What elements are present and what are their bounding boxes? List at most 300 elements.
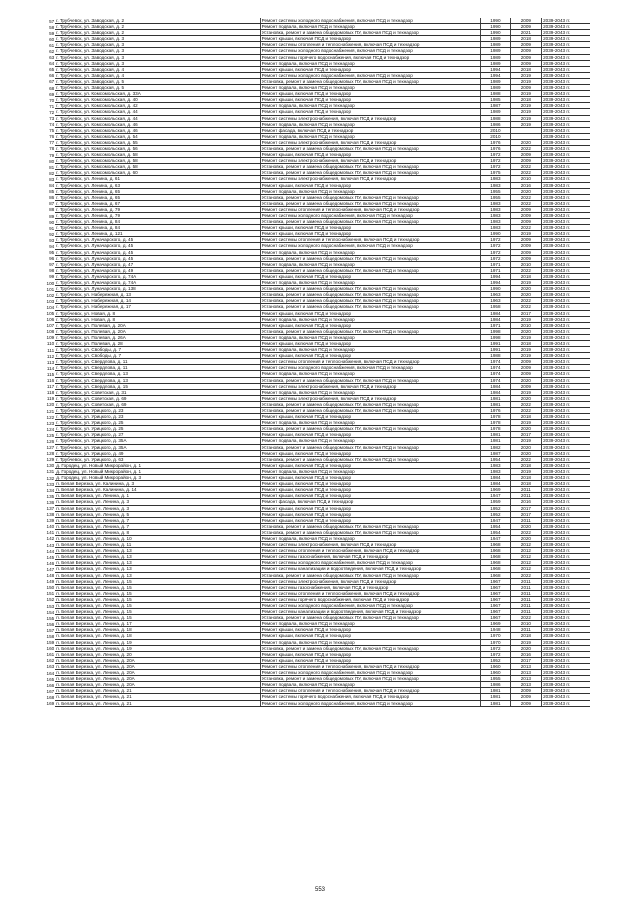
address-cell: п. Белая Березка, ул. Ленина, д. 18 bbox=[55, 627, 260, 633]
commission-year-cell: 1969 bbox=[481, 621, 510, 627]
row-number: 128 bbox=[46, 451, 55, 457]
last-repair-year-cell: 2013 bbox=[510, 682, 542, 688]
row-number: 139 bbox=[46, 518, 55, 524]
planned-period-cell: 2039-2043 гг. bbox=[542, 475, 590, 481]
commission-year-cell: 1954 bbox=[481, 523, 510, 529]
commission-year-cell: 1994 bbox=[481, 72, 510, 78]
row-number: 156 bbox=[46, 621, 55, 627]
address-cell: п. Белая Березка, ул. Ленина, д. 3 bbox=[55, 499, 260, 505]
commission-year-cell: 1981 bbox=[481, 395, 510, 401]
commission-year-cell: 1983 bbox=[481, 206, 510, 212]
commission-year-cell: 1960 bbox=[481, 670, 510, 676]
planned-period-cell: 2039-2043 гг. bbox=[542, 694, 590, 700]
work-type-cell: Ремонт системы отопления и теплоснабжения, включая ПСД и технадзор bbox=[260, 688, 481, 694]
planned-period-cell: 2039-2043 гг. bbox=[542, 511, 590, 517]
row-number: 114 bbox=[46, 365, 55, 371]
work-type-cell: Ремонт системы холодного водоснабжения, включая ПСД и технадзор bbox=[260, 18, 481, 24]
last-repair-year-cell: 2009 bbox=[510, 85, 542, 91]
commission-year-cell: 1989 bbox=[481, 48, 510, 54]
row-number: 131 bbox=[46, 469, 55, 475]
commission-year-cell: 1955 bbox=[481, 188, 510, 194]
planned-period-cell: 2039-2043 гг. bbox=[542, 578, 590, 584]
row-number: 148 bbox=[46, 573, 55, 579]
last-repair-year-cell: 2009 bbox=[510, 158, 542, 164]
row-number: 72 bbox=[49, 109, 55, 115]
planned-period-cell: 2039-2043 гг. bbox=[542, 542, 590, 548]
planned-period-cell: 2039-2043 гг. bbox=[542, 462, 590, 468]
last-repair-year-cell: 2020 bbox=[510, 328, 542, 334]
work-type-cell: Ремонт системы холодного водоснабжения, включая ПСД и технадзор bbox=[260, 603, 481, 609]
work-type-cell: Установка, ремонт и замена общедомовых ПУ, включая ПСД и технадзор bbox=[260, 408, 481, 414]
address-cell: г. Трубчевск, ул. Заводская, д. 4 bbox=[55, 72, 260, 78]
row-number: 145 bbox=[46, 554, 55, 560]
last-repair-year-cell: 2018 bbox=[510, 36, 542, 42]
commission-year-cell: 1989 bbox=[481, 60, 510, 66]
work-type-cell: Ремонт крыши, включая ПСД и технадзор bbox=[260, 511, 481, 517]
address-cell: г. Трубчевск, ул. Комсомольская, д. 54 bbox=[55, 133, 260, 139]
last-repair-year-cell: 2012 bbox=[510, 542, 542, 548]
commission-year-cell: 1984 bbox=[481, 389, 510, 395]
address-cell: д. Городец, ул. Новый Микрорайон, д. 3 bbox=[55, 475, 260, 481]
commission-year-cell: 1998 bbox=[481, 328, 510, 334]
commission-year-cell: 1947 bbox=[481, 535, 510, 541]
row-number: 97 bbox=[49, 262, 55, 268]
planned-period-cell: 2039-2043 гг. bbox=[542, 322, 590, 328]
row-number: 153 bbox=[46, 603, 55, 609]
last-repair-year-cell: 2022 bbox=[510, 194, 542, 200]
row-number: 77 bbox=[49, 140, 55, 146]
work-type-cell: Установка, ремонт и замена общедомовых ПУ, включая ПСД и технадзор bbox=[260, 286, 481, 292]
work-type-cell: Ремонт подвала, включая ПСД и технадзор bbox=[260, 280, 481, 286]
work-type-cell: Ремонт подвала, включая ПСД и технадзор bbox=[260, 103, 481, 109]
last-repair-year-cell: 2018 bbox=[510, 97, 542, 103]
row-number: 81 bbox=[49, 164, 55, 170]
address-cell: г. Трубчевск, ул. Заводская, д. 3 bbox=[55, 48, 260, 54]
last-repair-year-cell: 2020 bbox=[510, 395, 542, 401]
row-number: 62 bbox=[49, 48, 55, 54]
address-cell: г. Трубчевск, ул. Комсомольская, д. 42 bbox=[55, 103, 260, 109]
planned-period-cell: 2039-2043 гг. bbox=[542, 639, 590, 645]
commission-year-cell: 1988 bbox=[481, 91, 510, 97]
row-number: 144 bbox=[46, 548, 55, 554]
work-type-cell: Ремонт крыши, включая ПСД и технадзор bbox=[260, 231, 481, 237]
last-repair-year-cell: 2009 bbox=[510, 249, 542, 255]
work-type-cell: Ремонт крыши, включая ПСД и технадзор bbox=[260, 353, 481, 359]
last-repair-year-cell: 2019 bbox=[510, 280, 542, 286]
address-cell: п. Белая Березка, ул. Ленина, д. 21 bbox=[55, 688, 260, 694]
planned-period-cell: 2039-2043 гг. bbox=[542, 78, 590, 84]
last-repair-year-cell: 2011 bbox=[510, 590, 542, 596]
last-repair-year-cell: 2012 bbox=[510, 566, 542, 572]
planned-period-cell: 2039-2043 гг. bbox=[542, 670, 590, 676]
work-type-cell: Установка, ремонт и замена общедомовых ПУ, включая ПСД и технадзор bbox=[260, 194, 481, 200]
work-type-cell: Ремонт крыши, включая ПСД и технадзор bbox=[260, 322, 481, 328]
address-cell: п. Белая Березка, ул. Ленина, д. 15 bbox=[55, 609, 260, 615]
planned-period-cell: 2039-2043 гг. bbox=[542, 383, 590, 389]
planned-period-cell: 2039-2043 гг. bbox=[542, 280, 590, 286]
last-repair-year-cell: 2022 bbox=[510, 200, 542, 206]
planned-period-cell: 2039-2043 гг. bbox=[542, 164, 590, 170]
planned-period-cell: 2039-2043 гг. bbox=[542, 200, 590, 206]
address-cell: г. Трубчевск, ул. Комсомольская, д. 33А bbox=[55, 91, 260, 97]
commission-year-cell: 1954 bbox=[481, 529, 510, 535]
row-number: 146 bbox=[46, 560, 55, 566]
work-type-cell: Ремонт системы отопления и теплоснабжения, включая ПСД и технадзор bbox=[260, 590, 481, 596]
row-number: 110 bbox=[46, 341, 55, 347]
address-cell: г. Трубчевск, ул. Полевая, д. 20А bbox=[55, 322, 260, 328]
last-repair-year-cell: 2022 bbox=[510, 145, 542, 151]
commission-year-cell: 1983 bbox=[481, 462, 510, 468]
planned-period-cell: 2039-2043 гг. bbox=[542, 377, 590, 383]
address-cell: г. Трубчевск, ул. Набережная, д. 14 bbox=[55, 298, 260, 304]
address-cell: г. Трубчевск, ул. Набережная, д. 17 bbox=[55, 304, 260, 310]
address-cell: п. Белая Березка, ул. Ленина, д. 21 bbox=[55, 694, 260, 700]
last-repair-year-cell: 2022 bbox=[510, 304, 542, 310]
address-cell: г. Трубчевск, ул. Свердлова, д. 13 bbox=[55, 371, 260, 377]
row-number: 130 bbox=[46, 463, 55, 469]
address-cell: г. Трубчевск, ул. Луначарского, д. 47 bbox=[55, 261, 260, 267]
commission-year-cell: 1948 bbox=[481, 627, 510, 633]
planned-period-cell: 2039-2043 гг. bbox=[542, 328, 590, 334]
row-number: 100 bbox=[46, 280, 55, 286]
address-cell: п. Белая Березка, ул. Калинина, д. 14 bbox=[55, 487, 260, 493]
commission-year-cell: 1988 bbox=[481, 115, 510, 121]
last-repair-year-cell: 2009 bbox=[510, 359, 542, 365]
commission-year-cell: 1984 bbox=[481, 316, 510, 322]
work-type-cell: Установка, ремонт и замена общедомовых ПУ, включая ПСД и технадзор bbox=[260, 572, 481, 578]
planned-period-cell: 2039-2043 гг. bbox=[542, 615, 590, 621]
work-type-cell: Ремонт подвала, включая ПСД и технадзор bbox=[260, 468, 481, 474]
planned-period-cell: 2039-2043 гг. bbox=[542, 213, 590, 219]
work-type-cell: Ремонт подвала, включая ПСД и технадзор bbox=[260, 621, 481, 627]
address-cell: г. Трубчевск, ул. Комсомольская, д. 55 bbox=[55, 139, 260, 145]
address-cell: г. Трубчевск, ул. Луначарского, д. 45 bbox=[55, 237, 260, 243]
planned-period-cell: 2039-2043 гг. bbox=[542, 450, 590, 456]
planned-period-cell: 2039-2043 гг. bbox=[542, 371, 590, 377]
work-type-cell: Ремонт крыши, включая ПСД и технадзор bbox=[260, 225, 481, 231]
last-repair-year-cell: 2013 bbox=[510, 670, 542, 676]
last-repair-year-cell: 2009 bbox=[510, 237, 542, 243]
last-repair-year-cell: 2019 bbox=[510, 103, 542, 109]
address-cell: п. Белая Березка, ул. Ленина, д. 19 bbox=[55, 645, 260, 651]
row-number: 89 bbox=[49, 213, 55, 219]
address-cell: г. Трубчевск, ул. Новая, д. 8 bbox=[55, 310, 260, 316]
work-type-cell: Ремонт крыши, включая ПСД и технадзор bbox=[260, 481, 481, 487]
work-type-cell: Ремонт крыши, включая ПСД и технадзор bbox=[260, 310, 481, 316]
planned-period-cell: 2039-2043 гг. bbox=[542, 651, 590, 657]
work-type-cell: Ремонт системы электроснабжения, включая ПСД и технадзор bbox=[260, 395, 481, 401]
work-type-cell: Ремонт подвала, включая ПСД и технадзор bbox=[260, 249, 481, 255]
planned-period-cell: 2039-2043 гг. bbox=[542, 456, 590, 462]
last-repair-year-cell: 2010 bbox=[510, 261, 542, 267]
row-number: 158 bbox=[46, 633, 55, 639]
address-cell: г. Трубчевск, ул. Полевая, д. 26А bbox=[55, 334, 260, 340]
row-number: 92 bbox=[49, 231, 55, 237]
address-cell: г. Трубчевск, ул. Комсомольская, д. 56 bbox=[55, 145, 260, 151]
planned-period-cell: 2039-2043 гг. bbox=[542, 97, 590, 103]
commission-year-cell: 1976 bbox=[481, 145, 510, 151]
planned-period-cell: 2039-2043 гг. bbox=[542, 517, 590, 523]
planned-period-cell: 2039-2043 гг. bbox=[542, 359, 590, 365]
row-number: 104 bbox=[46, 304, 55, 310]
planned-period-cell: 2039-2043 гг. bbox=[542, 657, 590, 663]
planned-period-cell: 2039-2043 гг. bbox=[542, 554, 590, 560]
planned-period-cell: 2039-2043 гг. bbox=[542, 633, 590, 639]
work-type-cell: Установка, ремонт и замена общедомовых ПУ, включая ПСД и технадзор bbox=[260, 267, 481, 273]
planned-period-cell: 2039-2043 гг. bbox=[542, 590, 590, 596]
row-number: 118 bbox=[46, 390, 55, 396]
address-cell: г. Трубчевск, ул. Заводская, д. 3 bbox=[55, 60, 260, 66]
work-type-cell: Ремонт крыши, включая ПСД и технадзор bbox=[260, 91, 481, 97]
address-cell: п. Белая Березка, ул. Ленина, д. 15 bbox=[55, 596, 260, 602]
commission-year-cell: 1952 bbox=[481, 657, 510, 663]
work-type-cell: Установка, ремонт и замена общедомовых ПУ, включая ПСД и технадзор bbox=[260, 676, 481, 682]
work-type-cell: Установка, ремонт и замена общедомовых ПУ, включая ПСД и технадзор bbox=[260, 219, 481, 225]
planned-period-cell: 2039-2043 гг. bbox=[542, 54, 590, 60]
commission-year-cell: 1983 bbox=[481, 468, 510, 474]
planned-period-cell: 2039-2043 гг. bbox=[542, 493, 590, 499]
row-number: 155 bbox=[46, 615, 55, 621]
row-number: 126 bbox=[46, 438, 55, 444]
row-number: 123 bbox=[46, 420, 55, 426]
row-number: 61 bbox=[49, 42, 55, 48]
last-repair-year-cell: 2018 bbox=[510, 462, 542, 468]
row-number: 80 bbox=[49, 158, 55, 164]
commission-year-cell: 1958 bbox=[481, 304, 510, 310]
commission-year-cell: 2010 bbox=[481, 127, 510, 133]
address-cell: г. Трубчевск, ул. Урицкого, д. 27 bbox=[55, 432, 260, 438]
commission-year-cell: 1959 bbox=[481, 499, 510, 505]
planned-period-cell: 2039-2043 гг. bbox=[542, 85, 590, 91]
commission-year-cell: 1972 bbox=[481, 249, 510, 255]
planned-period-cell: 2039-2043 гг. bbox=[542, 627, 590, 633]
work-type-cell: Ремонт системы холодного водоснабжения, включая ПСД и технадзор bbox=[260, 213, 481, 219]
planned-period-cell: 2039-2043 гг. bbox=[542, 188, 590, 194]
address-cell: п. Белая Березка, ул. Ленина, д. 3 bbox=[55, 505, 260, 511]
last-repair-year-cell: 2009 bbox=[510, 371, 542, 377]
address-cell: п. Белая Березка, ул. Ленина, д. 20А bbox=[55, 676, 260, 682]
commission-year-cell: 1975 bbox=[481, 170, 510, 176]
last-repair-year-cell: 2020 bbox=[510, 188, 542, 194]
work-type-cell: Ремонт системы отопления и теплоснабжения, включая ПСД и технадзор bbox=[260, 359, 481, 365]
work-type-cell: Ремонт системы электроснабжения, включая ПСД и технадзор bbox=[260, 158, 481, 164]
address-cell: п. Белая Березка, ул. Калинина, д. 3 bbox=[55, 481, 260, 487]
work-type-cell: Установка, ремонт и замена общедомовых ПУ, включая ПСД и технадзор bbox=[260, 292, 481, 298]
work-type-cell: Ремонт крыши, включая ПСД и технадзор bbox=[260, 493, 481, 499]
row-number: 95 bbox=[49, 250, 55, 256]
address-cell: п. Белая Березка, ул. Ленина, д. 1 bbox=[55, 493, 260, 499]
work-type-cell: Ремонт крыши, включая ПСД и технадзор bbox=[260, 462, 481, 468]
planned-period-cell: 2039-2043 гг. bbox=[542, 176, 590, 182]
commission-year-cell: 1968 bbox=[481, 572, 510, 578]
row-number: 135 bbox=[46, 493, 55, 499]
address-cell: п. Белая Березка, ул. Ленина, д. 13 bbox=[55, 566, 260, 572]
planned-period-cell: 2039-2043 гг. bbox=[542, 548, 590, 554]
address-cell: г. Трубчевск, ул. Луначарского, д. 45 bbox=[55, 249, 260, 255]
commission-year-cell: 1987 bbox=[481, 103, 510, 109]
row-number: 75 bbox=[49, 128, 55, 134]
last-repair-year-cell: 2022 bbox=[510, 572, 542, 578]
commission-year-cell: 1989 bbox=[481, 36, 510, 42]
last-repair-year-cell: 2009 bbox=[510, 255, 542, 261]
address-cell: п. Белая Березка, ул. Ленина, д. 13 bbox=[55, 572, 260, 578]
last-repair-year-cell: 2019 bbox=[510, 420, 542, 426]
row-number: 129 bbox=[46, 457, 55, 463]
commission-year-cell: 1971 bbox=[481, 267, 510, 273]
planned-period-cell: 2039-2043 гг. bbox=[542, 261, 590, 267]
last-repair-year-cell: 2011 bbox=[510, 517, 542, 523]
planned-period-cell: 2039-2043 гг. bbox=[542, 152, 590, 158]
row-number: 132 bbox=[46, 475, 55, 481]
last-repair-year-cell: 2012 bbox=[510, 554, 542, 560]
address-cell: г. Трубчевск, ул. Свердлова, д. 11 bbox=[55, 365, 260, 371]
work-type-cell: Ремонт крыши, включая ПСД и технадзор bbox=[260, 432, 481, 438]
planned-period-cell: 2039-2043 гг. bbox=[542, 487, 590, 493]
commission-year-cell: 1968 bbox=[481, 542, 510, 548]
address-cell: г. Трубчевск, ул. Луначарского, д. 138 bbox=[55, 286, 260, 292]
last-repair-year-cell: 2022 bbox=[510, 267, 542, 273]
address-cell: п. Белая Березка, ул. Ленина, д. 10 bbox=[55, 535, 260, 541]
work-type-cell: Ремонт системы отопления и теплоснабжения, включая ПСД и технадзор bbox=[260, 42, 481, 48]
planned-period-cell: 2039-2043 гг. bbox=[542, 158, 590, 164]
row-number: 94 bbox=[49, 243, 55, 249]
last-repair-year-cell: 2011 bbox=[510, 596, 542, 602]
planned-period-cell: 2039-2043 гг. bbox=[542, 316, 590, 322]
last-repair-year-cell: 2017 bbox=[510, 310, 542, 316]
row-number: 154 bbox=[46, 609, 55, 615]
planned-period-cell: 2039-2043 гг. bbox=[542, 535, 590, 541]
address-cell: п. Белая Березка, ул. Ленина, д. 18 bbox=[55, 633, 260, 639]
commission-year-cell: 1994 bbox=[481, 66, 510, 72]
last-repair-year-cell: 2009 bbox=[510, 18, 542, 24]
row-number: 70 bbox=[49, 97, 55, 103]
planned-period-cell: 2039-2043 гг. bbox=[542, 72, 590, 78]
last-repair-year-cell: 2020 bbox=[510, 292, 542, 298]
address-cell: п. Белая Березка, ул. Ленина, д. 20 bbox=[55, 651, 260, 657]
last-repair-year-cell: 2009 bbox=[510, 60, 542, 66]
work-type-cell: Ремонт подвала, включая ПСД и технадзор bbox=[260, 188, 481, 194]
work-type-cell: Установка, ремонт и замена общедомовых ПУ, включая ПСД и технадзор bbox=[260, 328, 481, 334]
row-number: 93 bbox=[49, 237, 55, 243]
last-repair-year-cell: 2018 bbox=[510, 340, 542, 346]
commission-year-cell: 1967 bbox=[481, 590, 510, 596]
last-repair-year-cell: 2018 bbox=[510, 66, 542, 72]
address-cell: г. Трубчевск, ул. Свободы, д. 7 bbox=[55, 353, 260, 359]
address-cell: г. Трубчевск, ул. Урицкого, д. 25 bbox=[55, 426, 260, 432]
address-cell: г. Трубчевск, ул. Свердлова, д. 13 bbox=[55, 377, 260, 383]
commission-year-cell: 1976 bbox=[481, 139, 510, 145]
row-number: 143 bbox=[46, 542, 55, 548]
last-repair-year-cell: 2009 bbox=[510, 243, 542, 249]
work-type-cell: Ремонт подвала, включая ПСД и технадзор bbox=[260, 60, 481, 66]
row-number: 91 bbox=[49, 225, 55, 231]
commission-year-cell: 1967 bbox=[481, 615, 510, 621]
planned-period-cell: 2039-2043 гг. bbox=[542, 682, 590, 688]
row-number: 127 bbox=[46, 445, 55, 451]
work-type-cell: Ремонт системы горячего водоснабжения, включая ПСД и технадзор bbox=[260, 694, 481, 700]
work-type-cell: Ремонт подвала, включая ПСД и технадзор bbox=[260, 85, 481, 91]
last-repair-year-cell: 2019 bbox=[510, 121, 542, 127]
planned-period-cell: 2039-2043 гг. bbox=[542, 103, 590, 109]
last-repair-year-cell: 2022 bbox=[510, 401, 542, 407]
address-cell: г. Трубчевск, ул. Советская, д. 69 bbox=[55, 395, 260, 401]
work-type-cell: Установка, ремонт и замена общедомовых ПУ, включая ПСД и технадзор bbox=[260, 523, 481, 529]
row-number: 137 bbox=[46, 506, 55, 511]
last-repair-year-cell: 2009 bbox=[510, 688, 542, 694]
row-number: 79 bbox=[49, 152, 55, 158]
last-repair-year-cell: 2020 bbox=[510, 377, 542, 383]
address-cell: п. Белая Березка, ул. Ленина, д. 5 bbox=[55, 511, 260, 517]
row-number: 167 bbox=[46, 688, 55, 694]
work-type-cell: Ремонт крыши, включая ПСД и технадзор bbox=[260, 475, 481, 481]
address-cell: г. Трубчевск, ул. Урицкого, д. 35А bbox=[55, 438, 260, 444]
work-type-cell: Ремонт подвала, включая ПСД и технадзор bbox=[260, 371, 481, 377]
last-repair-year-cell: 2019 bbox=[510, 347, 542, 353]
row-number: 149 bbox=[46, 579, 55, 585]
planned-period-cell: 2039-2043 гг. bbox=[542, 560, 590, 566]
address-cell: г. Трубчевск, ул. Луначарского, д. 49 bbox=[55, 267, 260, 273]
work-type-cell: Установка, ремонт и замена общедомовых ПУ, включая ПСД и технадзор bbox=[260, 529, 481, 535]
commission-year-cell: 1990 bbox=[481, 30, 510, 36]
last-repair-year-cell: 2010 bbox=[510, 322, 542, 328]
address-cell: г. Трубчевск, ул. Ленина, д. 65 bbox=[55, 194, 260, 200]
address-cell: п. Белая Березка, ул. Ленина, д. 15 bbox=[55, 590, 260, 596]
commission-year-cell: 1983 bbox=[481, 176, 510, 182]
address-cell: п. Белая Березка, ул. Ленина, д. 13 bbox=[55, 554, 260, 560]
row-number: 102 bbox=[46, 292, 55, 298]
planned-period-cell: 2039-2043 гг. bbox=[542, 389, 590, 395]
work-type-cell: Ремонт подвала, включая ПСД и технадзор bbox=[260, 24, 481, 30]
work-type-cell: Установка, ремонт и замена общедомовых ПУ, включая ПСД и технадзор bbox=[260, 615, 481, 621]
row-number: 121 bbox=[46, 408, 55, 414]
work-type-cell: Ремонт системы газоснабжения, включая ПСД и технадзор bbox=[260, 584, 481, 590]
address-cell: г. Трубчевск, ул. Ленина, д. 84 bbox=[55, 225, 260, 231]
address-cell: п. Белая Березка, ул. Ленина, д. 15 bbox=[55, 615, 260, 621]
address-cell: г. Трубчевск, ул. Урицкого, д. 23 bbox=[55, 408, 260, 414]
work-type-cell: Установка, ремонт и замена общедомовых ПУ, включая ПСД и технадзор bbox=[260, 170, 481, 176]
address-cell: г. Трубчевск, ул. Комсомольская, д. 44 bbox=[55, 109, 260, 115]
planned-period-cell: 2039-2043 гг. bbox=[542, 566, 590, 572]
commission-year-cell: 1983 bbox=[481, 213, 510, 219]
last-repair-year-cell: 2009 bbox=[510, 213, 542, 219]
address-cell: г. Трубчевск, ул. Комсомольская, д. 44 bbox=[55, 115, 260, 121]
planned-period-cell: 2039-2043 гг. bbox=[542, 145, 590, 151]
commission-year-cell: 1984 bbox=[481, 383, 510, 389]
work-type-cell: Ремонт фасада, включая ПСД и технадзор bbox=[260, 127, 481, 133]
commission-year-cell: 1978 bbox=[481, 426, 510, 432]
address-cell: п. Белая Березка, ул. Ленина, д. 21 bbox=[55, 700, 260, 706]
work-type-cell: Установка, ремонт и замена общедомовых ПУ, включая ПСД и технадзор bbox=[260, 30, 481, 36]
work-type-cell: Ремонт подвала, включая ПСД и технадзор bbox=[260, 639, 481, 645]
row-number: 165 bbox=[46, 676, 55, 682]
commission-year-cell: 1968 bbox=[481, 554, 510, 560]
address-cell: г. Трубчевск, ул. Заводская, д. 2 bbox=[55, 30, 260, 36]
planned-period-cell: 2039-2043 гг. bbox=[542, 468, 590, 474]
commission-year-cell: 1954 bbox=[481, 456, 510, 462]
work-type-cell: Ремонт крыши, включая ПСД и технадзор bbox=[260, 36, 481, 42]
address-cell: п. Белая Березка, ул. Ленина, д. 15 bbox=[55, 603, 260, 609]
work-type-cell: Ремонт подвала, включая ПСД и технадзор bbox=[260, 389, 481, 395]
row-number: 84 bbox=[49, 183, 55, 189]
planned-period-cell: 2039-2043 гг. bbox=[542, 499, 590, 505]
address-cell: п. Белая Березка, ул. Ленина, д. 13 bbox=[55, 548, 260, 554]
address-cell: г. Трубчевск, ул. Ленина, д. 84 bbox=[55, 219, 260, 225]
last-repair-year-cell: 2020 bbox=[510, 426, 542, 432]
row-number: 66 bbox=[49, 73, 55, 79]
row-number: 112 bbox=[46, 353, 55, 359]
commission-year-cell: 1987 bbox=[481, 450, 510, 456]
last-repair-year-cell: 2016 bbox=[510, 651, 542, 657]
